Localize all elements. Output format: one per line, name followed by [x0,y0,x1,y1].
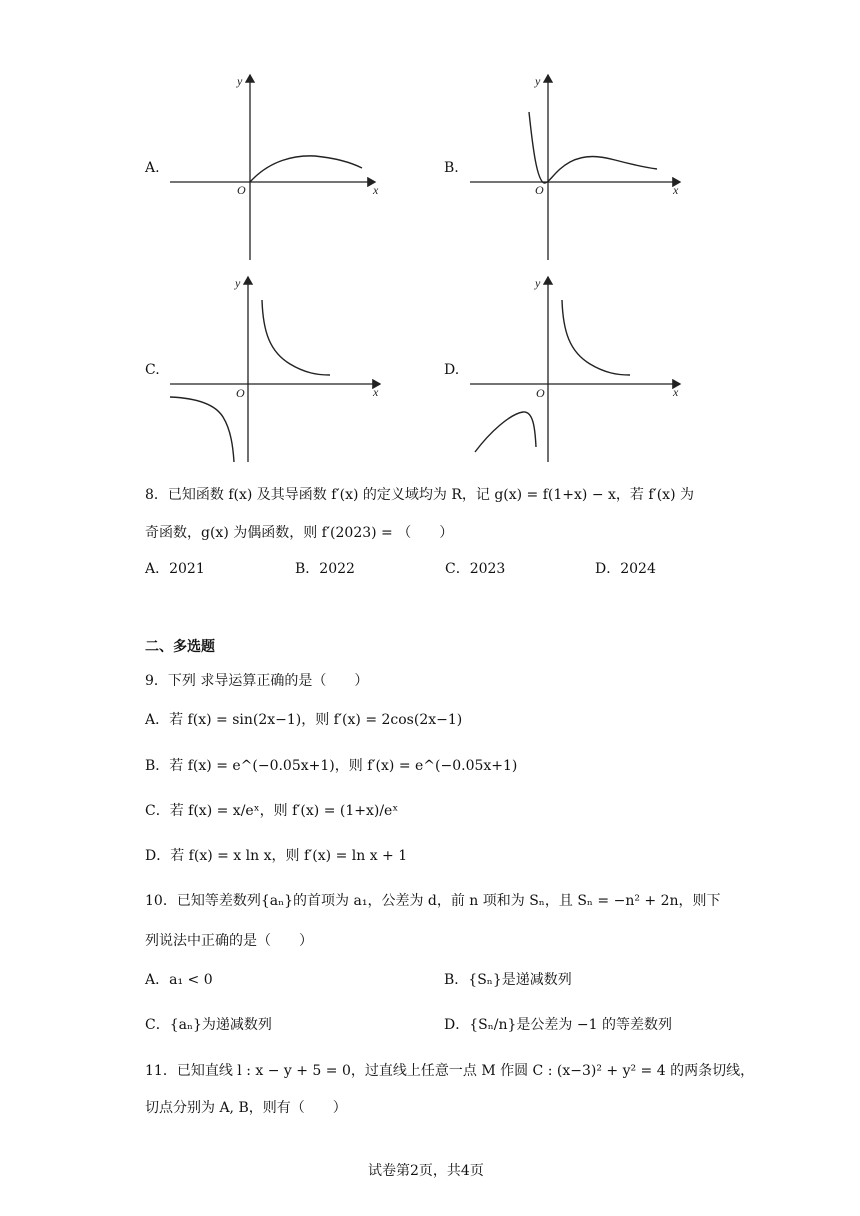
graph-b-label: B. [444,160,459,176]
y-axis-label: y [535,276,541,290]
origin-label: O [236,386,245,400]
q9-option-c: C．若 f(x) = x/eˣ，则 f′(x) = (1+x)/eˣ [145,803,399,819]
q10-option-d: D．{Sₙ/n}是公差为 −1 的等差数列 [444,1017,672,1033]
q10-option-a: A．a₁ < 0 [145,972,213,988]
graph-c [165,272,395,467]
graph-d-label: D. [444,362,460,378]
curve-right [262,300,330,375]
curve-left [475,412,536,452]
x-axis-label: x [373,183,379,197]
curve-right [562,300,630,375]
q8-line1: 8．已知函数 f(x) 及其导函数 f′(x) 的定义域均为 R，记 g(x) = f(1+x) − x，若 f′(x) 为 [145,487,694,503]
q10-option-b: B．{Sₙ}是递减数列 [444,972,572,988]
curve [250,156,362,182]
origin-label: O [535,183,544,197]
graph-a-label: A. [145,160,160,176]
q8-option-a: A．2021 [145,561,205,577]
y-axis-label: y [235,276,241,290]
x-axis-label: x [673,385,679,399]
q10-option-c: C．{aₙ}为递减数列 [145,1017,272,1033]
origin-label: O [237,183,246,197]
q8-line2: 奇函数，g(x) 为偶函数，则 f′(2023) = （ ） [145,525,454,541]
graph-d [465,272,695,467]
q10-line1: 10．已知等差数列{aₙ}的首项为 a₁，公差为 d，前 n 项和为 Sₙ，且 Sₙ = −n² + 2n，则下 [145,893,721,909]
q11-line2: 切点分别为 A, B，则有（ ） [145,1100,347,1116]
curve-left [170,397,234,462]
q9-option-b: B．若 f(x) = e^(−0.05x+1)，则 f′(x) = e^(−0.05x+1) [145,758,518,774]
section-heading: 二、多选题 [145,638,215,654]
origin-label: O [536,386,545,400]
y-axis-label: y [535,74,541,88]
y-axis-label: y [237,74,243,88]
page-footer: 试卷第2页，共4页 [368,1163,484,1179]
q9-option-d: D．若 f(x) = x ln x，则 f′(x) = ln x + 1 [145,848,408,864]
q8-option-b: B．2022 [295,561,355,577]
x-axis-label: x [373,385,379,399]
q10-line2: 列说法中正确的是（ ） [145,933,313,949]
q9-stem: 9．下列 求导运算正确的是（ ） [145,673,369,689]
graph-c-label: C. [145,362,160,378]
q8-option-c: C．2023 [445,561,506,577]
x-axis-label: x [673,183,679,197]
graph-b [465,70,695,265]
graph-a [165,70,395,265]
q8-option-d: D．2024 [595,561,656,577]
q11-line1: 11．已知直线 l : x − y + 5 = 0，过直线上任意一点 M 作圆 C : (x−3)² + y² = 4 的两条切线， [145,1063,755,1079]
q9-option-a: A．若 f(x) = sin(2x−1)，则 f′(x) = 2cos(2x−1) [145,712,463,728]
